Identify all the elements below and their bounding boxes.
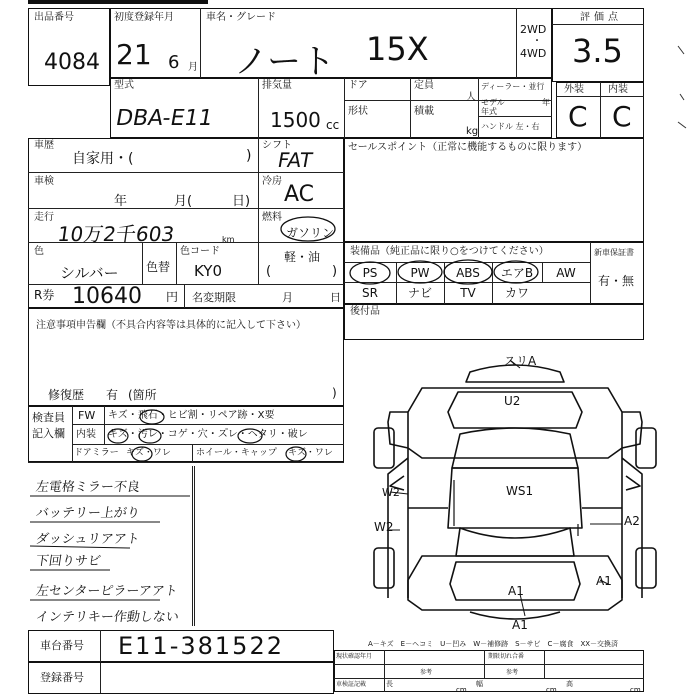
mileage-value: 10万2千603: [56, 222, 176, 246]
capacity-unit: 人: [466, 92, 476, 103]
repair-close: ): [332, 386, 337, 400]
name-change-month: 月: [282, 291, 293, 304]
ref3-length: 長: [386, 680, 393, 688]
inspector-int-tag: 内装: [76, 429, 96, 440]
fuel-label: 燃料: [262, 212, 282, 223]
usage-close: ): [246, 148, 252, 164]
usage-label: 車歴: [34, 140, 54, 151]
repaint-label: 色替: [146, 260, 171, 274]
model-value: DBA-E11: [113, 106, 215, 131]
model-year-unit: 年: [542, 98, 550, 107]
fuel-gasoline: ガソリン: [286, 226, 335, 240]
color-label: 色: [34, 246, 44, 257]
load-unit: kg: [466, 126, 479, 137]
note-5: 左センターピラーアアト: [34, 584, 179, 599]
ref3-label: 車検証記載: [336, 681, 367, 688]
first-reg-year: 21: [116, 38, 152, 71]
inspection-day: 日): [232, 194, 251, 209]
lot-number: 4084: [44, 50, 100, 75]
inspection-month: 月(: [174, 194, 193, 209]
warranty-value: 有・無: [598, 274, 635, 288]
note-2: バッテリー上がり: [34, 506, 141, 521]
int-grade: C: [612, 100, 632, 133]
car-name-label: 車名・グレード: [206, 12, 276, 23]
equipment-circles: [344, 258, 544, 288]
equip-ps: PS: [362, 266, 378, 280]
model-year-label: モデル年式: [481, 98, 505, 116]
mark-bottom-under: A1: [512, 618, 528, 632]
door-label: ドア: [348, 80, 368, 91]
score-label: 評価点: [580, 12, 622, 23]
aircon-value: AC: [284, 182, 315, 207]
dealer-label: ディーラー・並行: [481, 82, 545, 91]
note-6: インテリキー作動しない: [34, 610, 180, 625]
equip-sr: SR: [362, 286, 378, 300]
first-reg-label: 初度登録年月: [114, 12, 174, 23]
name-change-day: 日: [330, 291, 341, 304]
legend-text: A－キズ E－ヘコミ U－凹み W－補修跡 S－サビ C－腐食 XX－交換済: [368, 640, 619, 648]
drive-dot: ・: [532, 36, 542, 47]
inspector-fw-tag: FW: [78, 409, 96, 422]
mark-left-side: W2: [382, 486, 400, 499]
mark-left-door: W2: [374, 520, 394, 534]
drive-2wd: 2WD: [520, 23, 547, 36]
mark-bottom-right: A1: [596, 574, 612, 588]
note-4: 下回りサビ: [34, 554, 102, 569]
equip-abs: ABS: [456, 266, 480, 280]
fuel-paren-close: ): [332, 264, 338, 279]
cm-2: cm: [546, 686, 557, 694]
chassis-value: E11-381522: [118, 632, 284, 660]
equip-pw: PW: [410, 266, 430, 280]
inspector-mirror-text: キズ・ワレ: [126, 448, 171, 458]
car-grade: 15X: [366, 30, 429, 68]
top-strip: [28, 0, 208, 4]
recycle-unit: 円: [166, 290, 179, 304]
ref3-width: 幅: [476, 680, 483, 688]
mark-bottom: A1: [508, 584, 524, 598]
score-value: 3.5: [572, 32, 623, 70]
mark-right-door: A2: [624, 514, 640, 528]
ref1-sub: 参考: [420, 669, 433, 676]
inspection-year: 年: [114, 194, 128, 209]
equipment-label: 装備品（純正品に限り○をつけてください）: [350, 246, 549, 257]
sales-point-label: セールスポイント（正常に機能するものに限ります）: [348, 142, 588, 153]
registration-label: 登録番号: [40, 671, 84, 684]
int-label: 内装: [608, 84, 628, 95]
name-change-label: 名変期限: [192, 291, 236, 304]
repair-place: (箇所: [128, 388, 157, 402]
mileage-label: 走行: [34, 212, 54, 223]
fuel-diesel: 軽・油: [284, 250, 321, 264]
first-reg-month: 6: [168, 52, 180, 73]
inspector-wheel-text: キズ・ワレ: [288, 448, 333, 458]
mark-top: スリA: [504, 354, 537, 368]
ref3-height: 高: [566, 680, 573, 688]
displacement-value: 1500: [270, 108, 321, 132]
lot-label: 出品番号: [34, 12, 74, 23]
shape-label: 形状: [348, 106, 368, 117]
aircon-label: 冷房: [262, 176, 282, 187]
inspector-wheel-tag: ホイール・キャップ: [196, 448, 277, 458]
repair-label: 修復歴: [48, 388, 85, 402]
ref1-label: 現状確認年月: [336, 653, 373, 660]
after-parts-label: 後付品: [350, 306, 380, 317]
cm-3: cm: [630, 686, 641, 694]
load-label: 積載: [414, 106, 434, 117]
shift-label: シフト: [262, 140, 292, 151]
color-code-label: 色コード: [180, 246, 220, 257]
ext-label: 外装: [564, 84, 584, 95]
equip-tv: TV: [460, 286, 476, 300]
inspection-label: 車検: [34, 176, 54, 187]
recycle-label: R券: [34, 288, 55, 302]
ref2-sub: 参考: [506, 669, 519, 676]
drive-4wd: 4WD: [520, 47, 547, 60]
recycle-value: 10640: [72, 284, 142, 309]
cm-1: cm: [456, 686, 467, 694]
chassis-label: 車台番号: [40, 639, 84, 652]
usage-value: 自家用・(: [72, 151, 134, 167]
color-value: シルバー: [60, 264, 119, 282]
inspector-mirror-tag: ドアミラー: [74, 448, 119, 458]
handle-label: ハンドル 左・右: [481, 122, 540, 131]
month-unit: 月: [188, 62, 198, 73]
equip-airbag: エアB: [500, 266, 534, 280]
fuel-circle: [278, 214, 338, 244]
equip-aw: AW: [556, 266, 576, 280]
after-parts-box: [344, 304, 644, 340]
notes-header: 注意事項申告欄（不具合内容等は具体的に記入して下さい）: [36, 320, 306, 331]
sales-point-box: [344, 138, 644, 242]
inspector-circles: [100, 404, 340, 464]
note-1: 左電格ミラー不良: [34, 480, 141, 495]
ext-grade: C: [568, 100, 588, 133]
equip-leather: カワ: [504, 286, 529, 300]
capacity-label: 定員: [414, 80, 434, 91]
edge-marks: [670, 40, 700, 140]
model-label: 型式: [114, 80, 134, 91]
warranty-label: 新車保証書: [594, 248, 634, 257]
note-3: ダッシュリアアト: [34, 532, 141, 547]
car-name: ノート: [234, 42, 335, 82]
mileage-unit: km: [222, 235, 235, 244]
shift-value: FAT: [275, 148, 315, 172]
repair-has: 有: [106, 388, 119, 402]
inspector-label-1: 検査員: [32, 411, 65, 424]
fuel-paren-open: (: [266, 264, 272, 279]
color-code: KY0: [194, 262, 223, 280]
displacement-unit: cc: [326, 118, 340, 132]
ref2-label: 期限切れ合番: [488, 653, 525, 660]
mark-roof: U2: [504, 394, 521, 408]
inspector-label-2: 記入欄: [32, 427, 65, 440]
displacement-label: 排気量: [262, 80, 292, 91]
inspector-int-text: キズ・汚レ・コゲ・穴・ス゚レ・ヘタリ・破レ: [108, 429, 308, 440]
mark-center: WS1: [506, 484, 534, 498]
equip-navi: ナビ: [407, 286, 432, 300]
inspector-fw-text: キズ・飛石・ヒビ割・リペア跡・X要: [108, 410, 275, 421]
